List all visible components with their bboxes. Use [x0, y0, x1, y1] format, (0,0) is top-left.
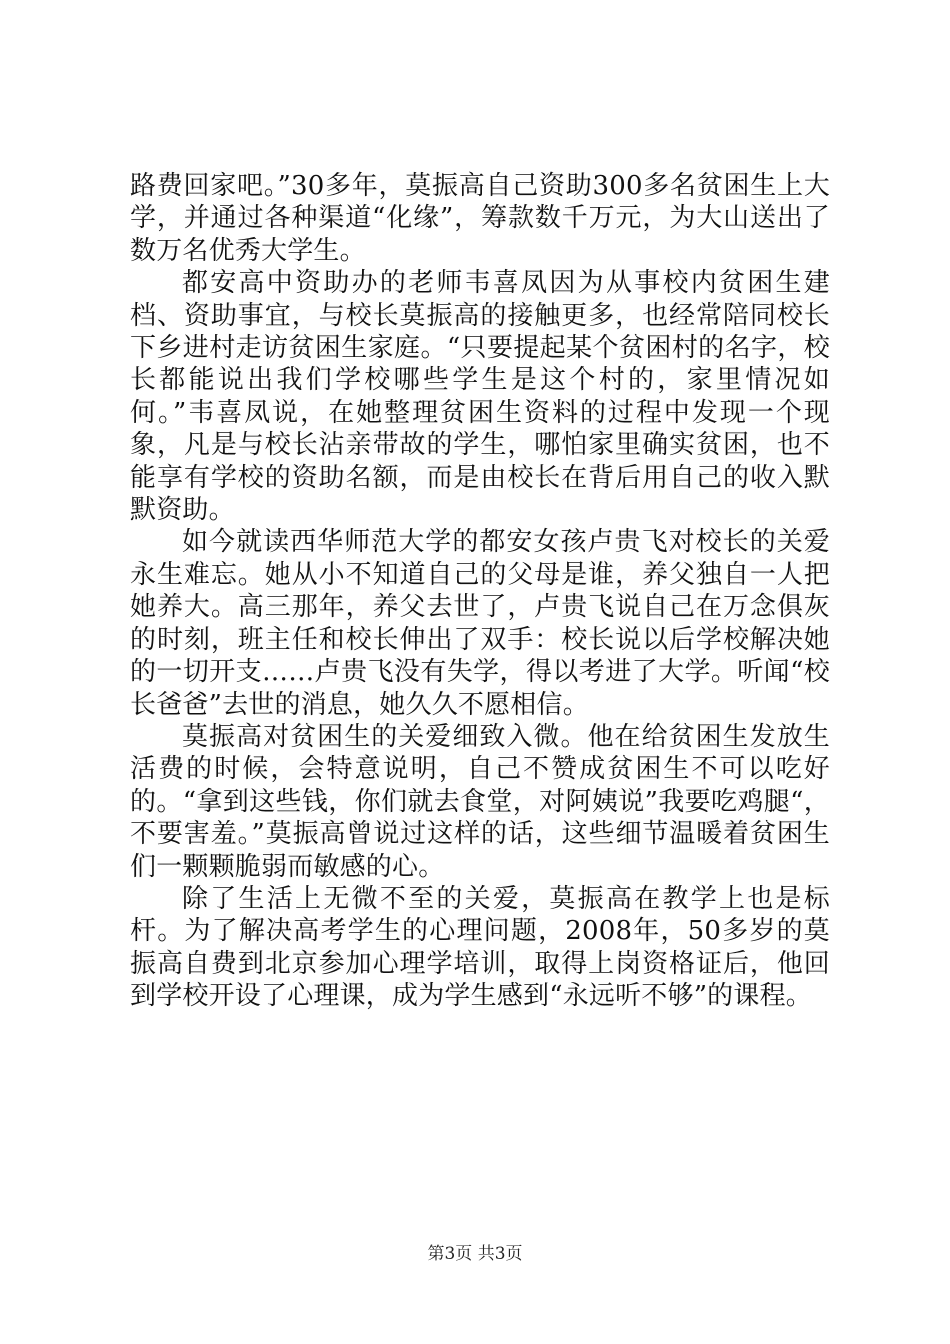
- paragraph-1: 路费回家吧。”30多年，莫振高自己资助300多名贫困生上大学，并通过各种渠道“化缘”，筹款数千万元，为大山送出了数万名优秀大学生。: [130, 171, 830, 266]
- page-number-label: 第3页 共3页: [427, 1244, 523, 1264]
- paragraph-2: 都安高中资助办的老师韦喜凤因为从事校内贫困生建档、资助事宜，与校长莫振高的接触更多，也经常陪同校长下乡进村走访贫困生家庭。“只要提起某个贫困村的名字，校长都能说出我们学校哪些学生是这个村的，家里情况如何。”韦喜凤说，在她整理贫困生资料的过程中发现一个现象，凡是与校长沾亲带故的学生，哪怕家里确实贫困，也不能享有学校的资助名额，而是由校长在背后用自己的收入默默资助。: [130, 268, 830, 526]
- paragraph-4: 莫振高对贫困生的关爱细致入微。他在给贫困生发放生活费的时候，会特意说明，自己不赞成贫困生不可以吃好的。“拿到这些钱，你们就去食堂，对阿姨说”我要吃鸡腿“，不要害羞。”莫振高曾说过这样的话，这些细节温暖着贫困生们一颗颗脆弱而敏感的心。: [130, 721, 830, 882]
- article-body: [130, 170, 830, 1013]
- page-footer: [0, 1243, 950, 1265]
- paragraph-5: 除了生活上无微不至的关爱，莫振高在教学上也是标杆。为了解决高考学生的心理问题，2008年，50多岁的莫振高自费到北京参加心理学培训，取得上岗资格证后，他回到学校开设了心理课，成为学生感到“永远听不够”的课程。: [130, 883, 830, 1012]
- paragraph-3: 如今就读西华师范大学的都安女孩卢贵飞对校长的关爱永生难忘。她从小不知道自己的父母是谁，养父独自一人把她养大。高三那年，养父去世了，卢贵飞说自己在万念俱灰的时刻，班主任和校长伸出了双手：校长说以后学校解决她的一切开支……卢贵飞没有失学，得以考进了大学。听闻“校长爸爸”去世的消息，她久久不愿相信。: [130, 527, 830, 720]
